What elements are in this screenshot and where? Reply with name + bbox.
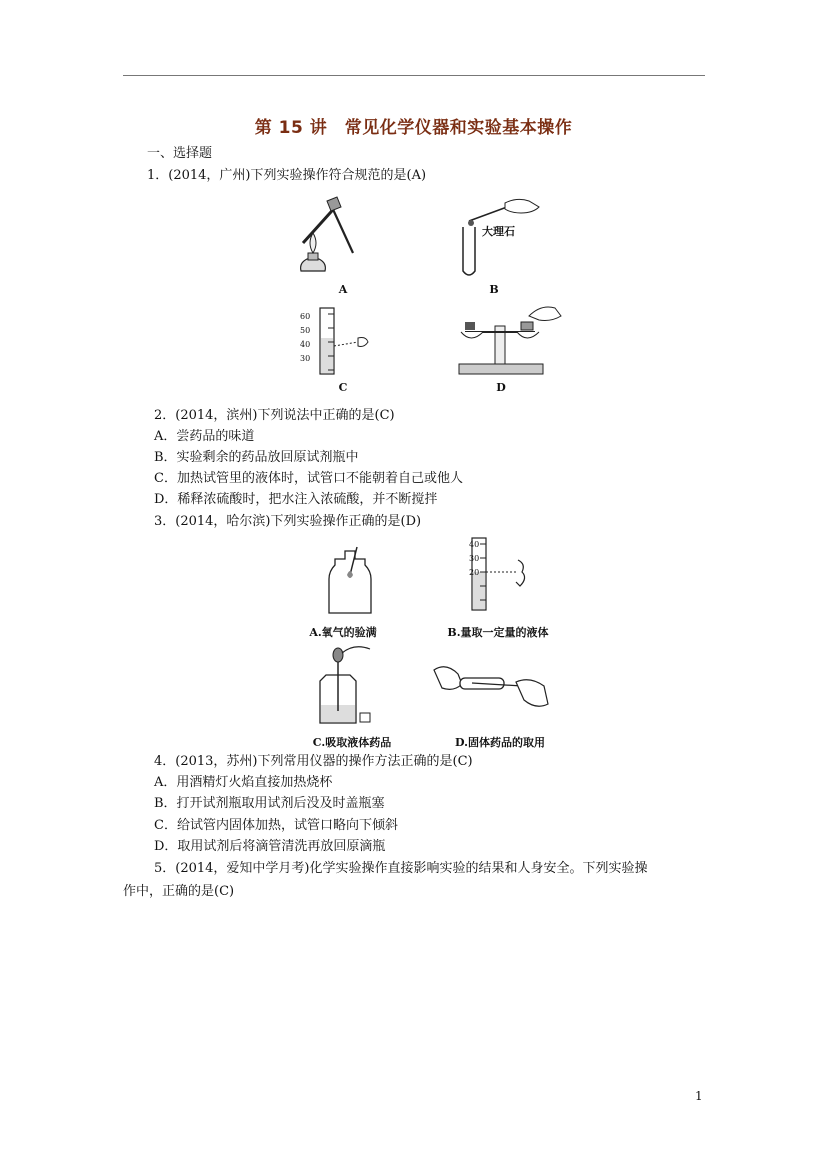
- header-rule: [123, 75, 705, 76]
- q3-caption-a: A.氧气的验满: [309, 626, 377, 639]
- q1-caption-a: A: [338, 283, 348, 296]
- q1-marble-label: 大理石: [482, 225, 515, 238]
- q2-option-b: B．实验剩余的药品放回原试剂瓶中: [154, 450, 359, 465]
- question-5-stem-line1: 5．(2014，爱知中学月考)化学实验操作直接影响实验的结果和人身安全。下列实验操: [154, 861, 648, 876]
- page-title: 第 15 讲 常见化学仪器和实验基本操作: [254, 118, 573, 138]
- q1-caption-d: D: [496, 381, 506, 394]
- q3-figure-d: [432, 660, 552, 720]
- q2-option-d: D．稀释浓硫酸时，把水注入浓硫酸，并不断搅拌: [154, 492, 438, 507]
- q3-caption-d: D.固体药品的取用: [455, 736, 545, 749]
- q3-scale-20: 20: [469, 568, 480, 577]
- q1-figure-c: [306, 308, 376, 378]
- question-4-stem: 4．(2013，苏州)下列常用仪器的操作方法正确的是(C): [154, 754, 473, 769]
- question-5-stem-line2: 作中，正确的是(C): [123, 884, 235, 899]
- q3-figure-a: [325, 545, 375, 617]
- q3-caption-b: B.量取一定量的液体: [447, 626, 549, 639]
- question-1-stem: 1．(2014，广州)下列实验操作符合规范的是(A): [147, 168, 427, 183]
- q1-scale-40: 40: [300, 340, 311, 349]
- question-2-stem: 2．(2014，滨州)下列说法中正确的是(C): [154, 408, 395, 423]
- q4-option-c: C．给试管内固体加热，试管口略向下倾斜: [154, 818, 398, 833]
- q1-figure-d: [455, 302, 565, 380]
- q3-scale-30: 30: [469, 554, 480, 563]
- q3-scale-40: 40: [469, 540, 480, 549]
- q1-scale-30: 30: [300, 354, 311, 363]
- q3-caption-c: C.吸取液体药品: [312, 736, 392, 749]
- q2-option-c: C．加热试管里的液体时，试管口不能朝着自己或他人: [154, 471, 463, 486]
- q3-figure-c: [314, 645, 394, 727]
- page-number: 1: [695, 1089, 703, 1103]
- q1-caption-b: B: [489, 283, 499, 296]
- q1-caption-c: C: [338, 381, 348, 394]
- q2-option-a: A．尝药品的味道: [154, 429, 255, 444]
- q4-option-d: D．取用试剂后将滴管清洗再放回原滴瓶: [154, 839, 386, 854]
- q1-figure-a: [293, 195, 363, 280]
- q1-scale-50: 50: [300, 326, 311, 335]
- q4-option-a: A．用酒精灯火焰直接加热烧杯: [154, 775, 333, 790]
- q4-option-b: B．打开试剂瓶取用试剂后没及时盖瓶塞: [154, 796, 385, 811]
- q1-scale-60: 60: [300, 312, 311, 321]
- question-3-stem: 3．(2014，哈尔滨)下列实验操作正确的是(D): [154, 514, 422, 529]
- section-heading: 一、选择题: [147, 146, 213, 161]
